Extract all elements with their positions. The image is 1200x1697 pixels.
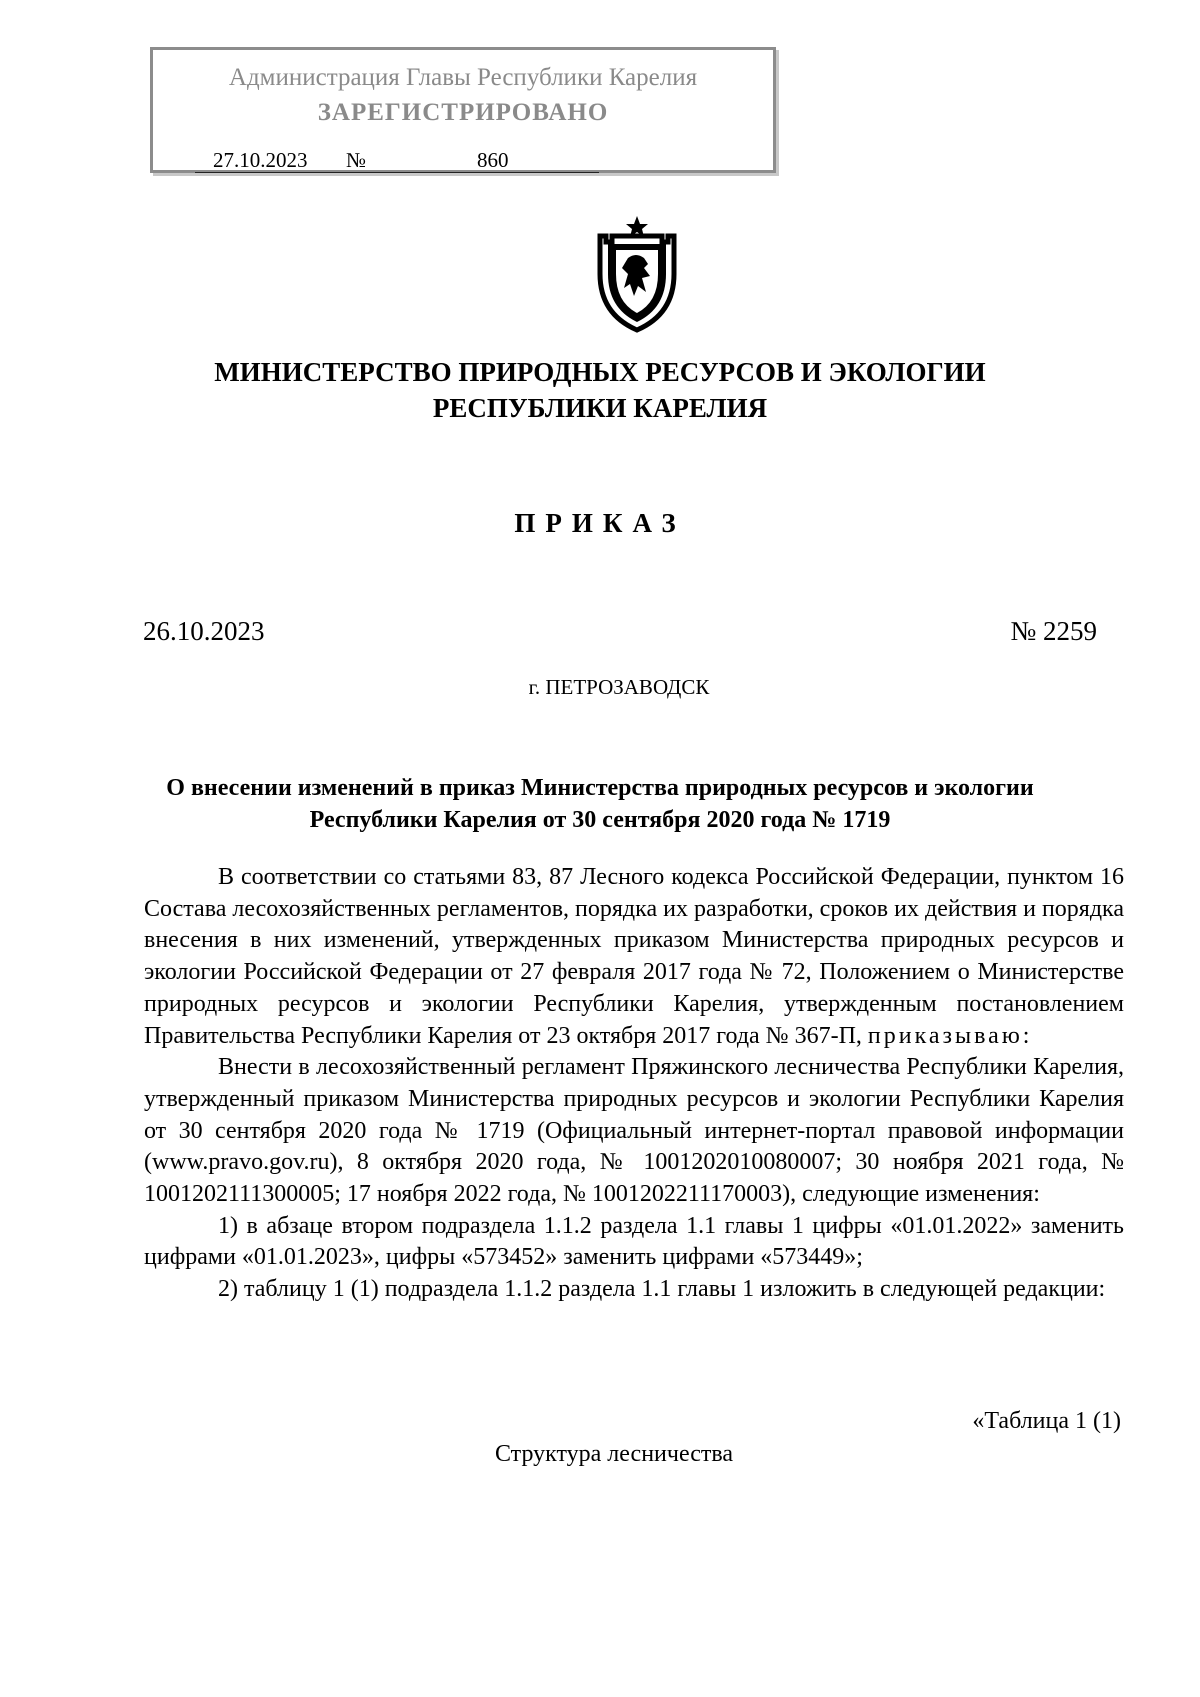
order-date: 26.10.2023 — [143, 616, 265, 646]
order-verb: приказываю: — [867, 1022, 1033, 1049]
order-body — [144, 862, 1124, 1306]
stamp-number: 860 — [369, 148, 599, 173]
paragraph-legal-basis-text: В соответствии со статьями 83, 87 Лесного кодекса Российской Федерации, пунктом 16 Состава лесохозяйственных регламентов, порядка их разработки, сроков их действия и порядка внесения в них изменений, утвержденных приказом Министерства природных ресурсов и экологии Российской Федерации от 27 февраля 2017 года № 72, Положением о Министерстве природных ресурсов и экологии Республики Карелия, утвержденным постановлением Правительства Республики Карелия от 23 октября 2017 года № 367-П, — [144, 864, 1124, 1049]
table-reference: «Таблица 1 (1) — [972, 1408, 1121, 1434]
order-title-line1: О внесении изменений в приказ Министерства природных ресурсов и экологии — [166, 775, 1034, 801]
stamp-number-sign: № — [343, 148, 369, 173]
paragraph-item-1: 1) в абзаце втором подраздела 1.1.2 раздела 1.1 главы 1 цифры «01.01.2022» заменить цифрами «01.01.2023», цифры «573452» заменить цифрами «573449»; — [144, 1212, 1124, 1271]
document-type: ПРИКАЗ — [514, 508, 686, 538]
stamp-registered-label: ЗАРЕГИСТРИРОВАНО — [317, 99, 609, 126]
order-number: № 2259 — [1010, 616, 1097, 646]
karelia-coat-of-arms-icon — [590, 214, 684, 334]
registration-stamp — [150, 47, 776, 173]
order-city: г. ПЕТРОЗАВОДСК — [528, 675, 710, 699]
stamp-authority: Администрация Главы Республики Карелия — [228, 64, 698, 91]
paragraph-amendment-intro: Внести в лесохозяйственный регламент Пряжинского лесничества Республики Карелия, утвержденный приказом Министерства природных ресурсов и экологии Республики Карелия от 30 сентября 2020 года № 1719 (Официальный интернет-портал правовой информации (www.pravo.gov.ru), 8 октября 2020 года, № 1001202010080007; 30 ноября 2021 года, № 1001202111300005; 17 ноября 2022 года, № 1001202211170003), следующие изменения: — [144, 1054, 1124, 1208]
ministry-name-line1: МИНИСТЕРСТВО ПРИРОДНЫХ РЕСУРСОВ И ЭКОЛОГИИ — [214, 357, 986, 387]
paragraph-legal-basis — [144, 862, 1124, 1052]
table-title: Структура лесничества — [494, 1441, 734, 1467]
order-title-line2: Республики Карелия от 30 сентября 2020 года № 1719 — [309, 807, 891, 833]
stamp-date: 27.10.2023 — [195, 148, 343, 173]
paragraph-item-2: 2) таблицу 1 (1) подраздела 1.1.2 раздела 1.1 главы 1 изложить в следующей редакции: — [218, 1276, 1106, 1303]
ministry-name-line2: РЕСПУБЛИКИ КАРЕЛИЯ — [432, 393, 768, 423]
